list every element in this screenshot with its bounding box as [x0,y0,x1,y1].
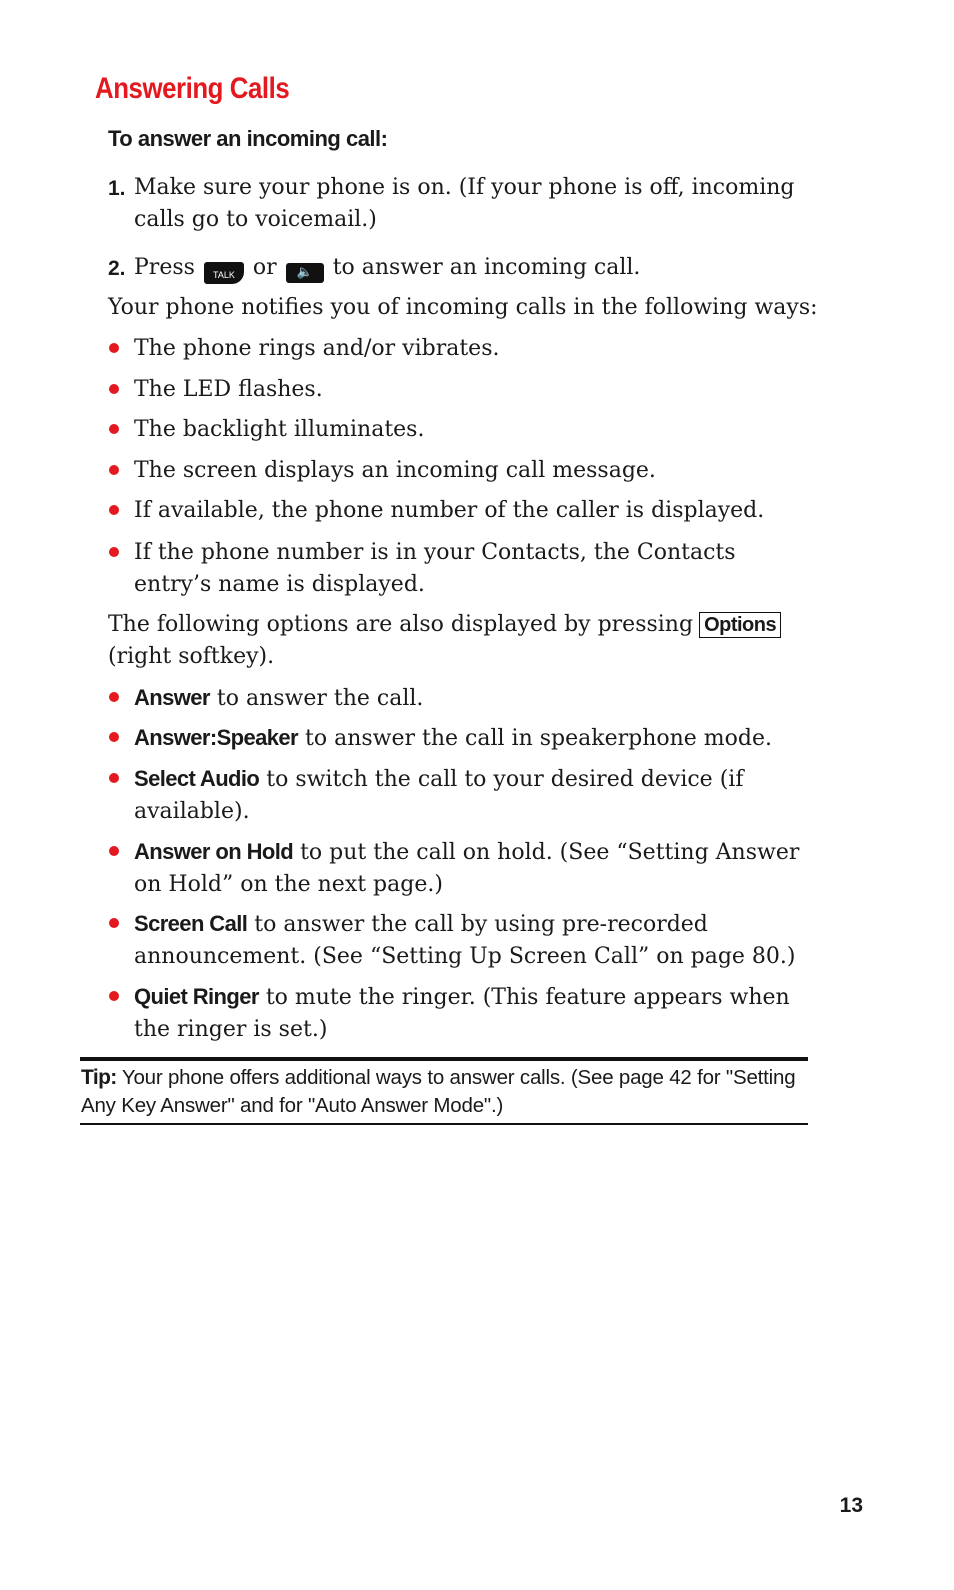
bullet-icon [109,732,119,742]
page-number: 13 [839,1494,863,1517]
bullet-icon [109,547,119,557]
bullet-icon [109,465,119,475]
bullet-icon [109,991,119,1001]
option-item [134,682,814,715]
tip-bottom-rule [80,1123,808,1125]
notify-intro: Your phone notifies you of incoming calls in the following ways: [108,295,818,320]
bullet-icon [109,918,119,928]
options-intro [108,609,828,673]
talk-key-icon [204,262,244,284]
option-desc: to put the call on hold. (See “Setting Answer on Hold” on the next page.) [134,840,800,897]
speaker-key-icon: 🔈 [286,263,324,283]
tip-text: Your phone offers additional ways to answer calls. (See page 42 for "Setting Any Key Answer" and for "Auto Answer Mode".) [81,1066,796,1117]
option-desc: to answer the call by using pre-recorded announcement. (See “Setting Up Screen Call” on page 80.) [134,912,796,969]
bullet-icon [109,384,119,394]
tip-top-rule [80,1057,808,1061]
option-term: Answer:Speaker [134,725,299,750]
option-term: Quiet Ringer [134,984,259,1009]
bullet-icon [109,343,119,353]
notify-item: If the phone number is in your Contacts, the Contacts entry’s name is displayed. [134,540,736,597]
step-2-post: to answer an incoming call. [332,255,641,280]
options-intro-pre: The following options are also displayed by pressing [108,612,694,637]
option-item [134,908,814,973]
option-item [134,836,814,901]
step-1-text: Make sure your phone is on. (If your phone is off, incoming calls go to voicemail.) [134,175,795,232]
tip-note [81,1064,806,1120]
bullet-icon [109,773,119,783]
notify-item: If available, the phone number of the caller is displayed. [134,498,765,523]
option-item [134,763,814,828]
options-softkey-label: Options [699,612,781,638]
notify-item: The phone rings and/or vibrates. [134,336,500,361]
option-desc: to answer the call. [216,686,424,711]
notify-item: The LED flashes. [134,377,323,402]
option-term: Answer [134,685,210,710]
notify-item: The screen displays an incoming call message. [134,458,656,483]
option-desc: to switch the call to your desired device (if available). [134,767,744,824]
step-2-text [134,252,814,284]
tip-label: Tip: [81,1066,117,1089]
step-2-number: 2. [108,257,126,280]
option-desc: to answer the call in speakerphone mode. [305,726,773,751]
option-desc: to mute the ringer. (This feature appears when the ringer is set.) [134,985,790,1042]
section-subhead: To answer an incoming call: [108,126,388,151]
bullet-icon [109,424,119,434]
step-2-mid: or [252,255,277,280]
bullet-icon [109,846,119,856]
talk-key-label: TALK [213,270,235,280]
option-item [134,722,814,755]
options-intro-post: (right softkey). [108,644,275,669]
option-term: Screen Call [134,911,248,936]
option-term: Select Audio [134,766,260,791]
bullet-icon [109,692,119,702]
option-item [134,981,814,1046]
option-term: Answer on Hold [134,839,294,864]
step-1-number: 1. [108,177,126,200]
notify-item: The backlight illuminates. [134,417,425,442]
step-2-pre: Press [134,255,195,280]
bullet-icon [109,505,119,515]
page-title: Answering Calls [95,72,290,105]
